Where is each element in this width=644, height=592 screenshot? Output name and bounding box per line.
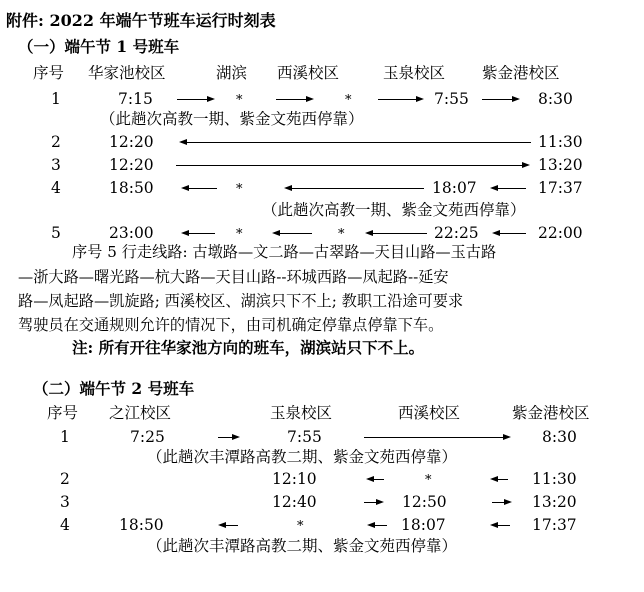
s1-row1-huajiachi-time: 7:15 [118, 90, 153, 108]
s1-row5-arrow-1 [189, 233, 215, 234]
s1-row1-zijingang-time: 8:30 [538, 90, 573, 108]
s1-row4-arrow-1 [189, 188, 217, 189]
s1-row4-huajiachi-time: 18:50 [109, 179, 154, 197]
s1-row3-seq: 3 [51, 156, 61, 174]
s2-row2-arrowhead-1 [366, 476, 374, 482]
s1-header-huajiachi: 华家池校区 [88, 64, 166, 82]
s2-row1-zijingang-time: 8:30 [542, 428, 577, 446]
s1-row3-zijingang-time: 13:20 [538, 156, 583, 174]
s1-row4-hubin-stop: * [236, 182, 243, 197]
s1-row5-xixi-stop: * [338, 227, 345, 242]
s2-row4-yuquan-stop: * [297, 519, 304, 534]
s1-row4-seq: 4 [51, 179, 61, 197]
section1-heading: （一）端午节 1 号班车 [18, 37, 180, 56]
s2-row2-xixi-stop: * [425, 473, 432, 488]
s1-row2-zijingang-time: 11:30 [538, 133, 583, 151]
s2-row3-seq: 3 [60, 493, 70, 511]
s1-row4-arrowhead-1 [181, 185, 189, 191]
s2-row2-arrow-1 [374, 479, 384, 480]
s2-row2-seq: 2 [60, 470, 70, 488]
s1-row5-zijingang-time: 22:00 [538, 224, 583, 242]
s1-row5-arrowhead-4 [492, 230, 500, 236]
s2-header-seq: 序号 [47, 404, 79, 422]
s1-row5-yuquan-time: 22:25 [434, 224, 479, 242]
s2-header-yuquan: 玉泉校区 [270, 404, 333, 422]
s2-row4-arrow-3 [498, 525, 510, 526]
s2-row4-note: （此趟次丰潭路高教二期、紫金文苑西停靠） [147, 537, 458, 555]
s2-row2-arrowhead-2 [490, 476, 498, 482]
s2-row4-arrow-2 [375, 525, 387, 526]
s2-row1-arrow-2 [364, 437, 503, 438]
s2-row2-zijingang-time: 11:30 [532, 470, 577, 488]
s1-row5-seq: 5 [51, 224, 61, 242]
s1-row1-arrowhead-2 [306, 96, 314, 102]
s2-header-xixi: 西溪校区 [398, 404, 461, 422]
s1-row1-seq: 1 [51, 90, 61, 108]
route-line-3: 路—凤起路—凯旋路; 西溪校区、湖滨只下不上; 教职工沿途可要求 [18, 292, 464, 310]
s1-row4-yuquan-time: 18:07 [432, 179, 477, 197]
s1-row5-arrow-3 [373, 233, 427, 234]
s2-row4-arrowhead-1 [218, 522, 226, 528]
s1-row4-arrow-3 [498, 188, 526, 189]
section2-heading: （二）端午节 2 号班车 [33, 379, 195, 398]
s2-row1-arrowhead-1 [232, 434, 240, 440]
s1-header-seq: 序号 [33, 64, 65, 82]
s2-row3-yuquan-time: 12:40 [272, 493, 317, 511]
s2-header-zhijiang: 之江校区 [109, 404, 172, 422]
s2-row4-arrowhead-3 [490, 522, 498, 528]
s2-row3-arrow-2 [492, 502, 504, 503]
s2-row3-xixi-time: 12:50 [402, 493, 447, 511]
s2-row1-yuquan-time: 7:55 [287, 428, 322, 446]
s1-header-hubin: 湖滨 [216, 64, 248, 82]
s1-row3-arrow [176, 165, 522, 166]
s1-row1-arrowhead-4 [512, 96, 520, 102]
s2-row3-arrow-1 [364, 502, 376, 503]
s1-row4-zijingang-time: 17:37 [538, 179, 583, 197]
s1-row5-huajiachi-time: 23:00 [109, 224, 154, 242]
s1-row1-xixi-stop: * [345, 93, 352, 108]
s1-row1-arrowhead-1 [207, 96, 215, 102]
s2-row2-arrow-2 [498, 479, 508, 480]
s1-row1-arrow-1 [177, 99, 207, 100]
s2-row3-arrowhead-2 [504, 499, 512, 505]
route-line-2: —浙大路—曙光路—杭大路—天目山路--环城西路—凤起路--延安 [18, 268, 449, 286]
s2-row4-zhijiang-time: 18:50 [119, 516, 164, 534]
notice-text: 注: 所有开往华家池方向的班车，湖滨站只下不上。 [72, 338, 425, 357]
s2-row2-yuquan-time: 12:10 [272, 470, 317, 488]
s1-row4-arrowhead-3 [490, 185, 498, 191]
s1-row2-arrow [187, 142, 531, 143]
s1-row2-seq: 2 [51, 133, 61, 151]
s1-row5-hubin-stop: * [236, 227, 243, 242]
s1-header-yuquan: 玉泉校区 [383, 64, 446, 82]
s1-row2-arrowhead [179, 139, 187, 145]
route-line-4: 驾驶员在交通规则允许的情况下，由司机确定停靠点停靠下车。 [18, 316, 444, 334]
s2-row3-zijingang-time: 13:20 [532, 493, 577, 511]
s2-row4-zijingang-time: 17:37 [532, 516, 577, 534]
s2-row3-arrowhead-1 [376, 499, 384, 505]
s1-row4-note: （此趟次高教一期、紫金文苑西停靠） [262, 201, 526, 219]
s2-row1-arrow-1 [218, 437, 232, 438]
s2-row4-arrow-1 [226, 525, 238, 526]
s1-row1-arrowhead-3 [416, 96, 424, 102]
s2-row4-seq: 4 [60, 516, 70, 534]
s2-row1-arrowhead-2 [503, 434, 511, 440]
s1-header-zijingang: 紫金港校区 [482, 64, 560, 82]
s1-row1-arrow-2 [276, 99, 306, 100]
s1-row3-arrowhead [522, 162, 530, 168]
s1-row2-huajiachi-time: 12:20 [109, 133, 154, 151]
s1-row5-arrowhead-2 [272, 230, 280, 236]
s1-row1-yuquan-time: 7:55 [434, 90, 469, 108]
s2-header-zijingang: 紫金港校区 [512, 404, 590, 422]
s2-row1-seq: 1 [60, 428, 70, 446]
s2-row1-note: （此趟次丰潭路高教二期、紫金文苑西停靠） [147, 448, 458, 466]
s1-row5-arrow-2 [280, 233, 312, 234]
s1-row5-arrow-4 [500, 233, 526, 234]
s2-row4-arrowhead-2 [367, 522, 375, 528]
s1-row4-arrowhead-2 [284, 185, 292, 191]
s1-row5-arrowhead-3 [365, 230, 373, 236]
page-title: 附件: 2022 年端午节班车运行时刻表 [6, 11, 276, 30]
s2-row4-xixi-time: 18:07 [401, 516, 446, 534]
s1-row4-arrow-2 [292, 188, 424, 189]
s1-row1-arrow-3 [378, 99, 416, 100]
s1-row1-arrow-4 [482, 99, 512, 100]
s1-row1-hubin-stop: * [236, 93, 243, 108]
s1-header-xixi: 西溪校区 [277, 64, 340, 82]
s1-row1-note: （此趟次高教一期、紫金文苑西停靠） [100, 110, 364, 128]
s2-row1-zhijiang-time: 7:25 [130, 428, 165, 446]
route-line-1: 序号 5 行走线路: 古墩路—文二路—古翠路—天目山路—玉古路 [72, 243, 497, 261]
s1-row5-arrowhead-1 [181, 230, 189, 236]
s1-row3-huajiachi-time: 12:20 [109, 156, 154, 174]
